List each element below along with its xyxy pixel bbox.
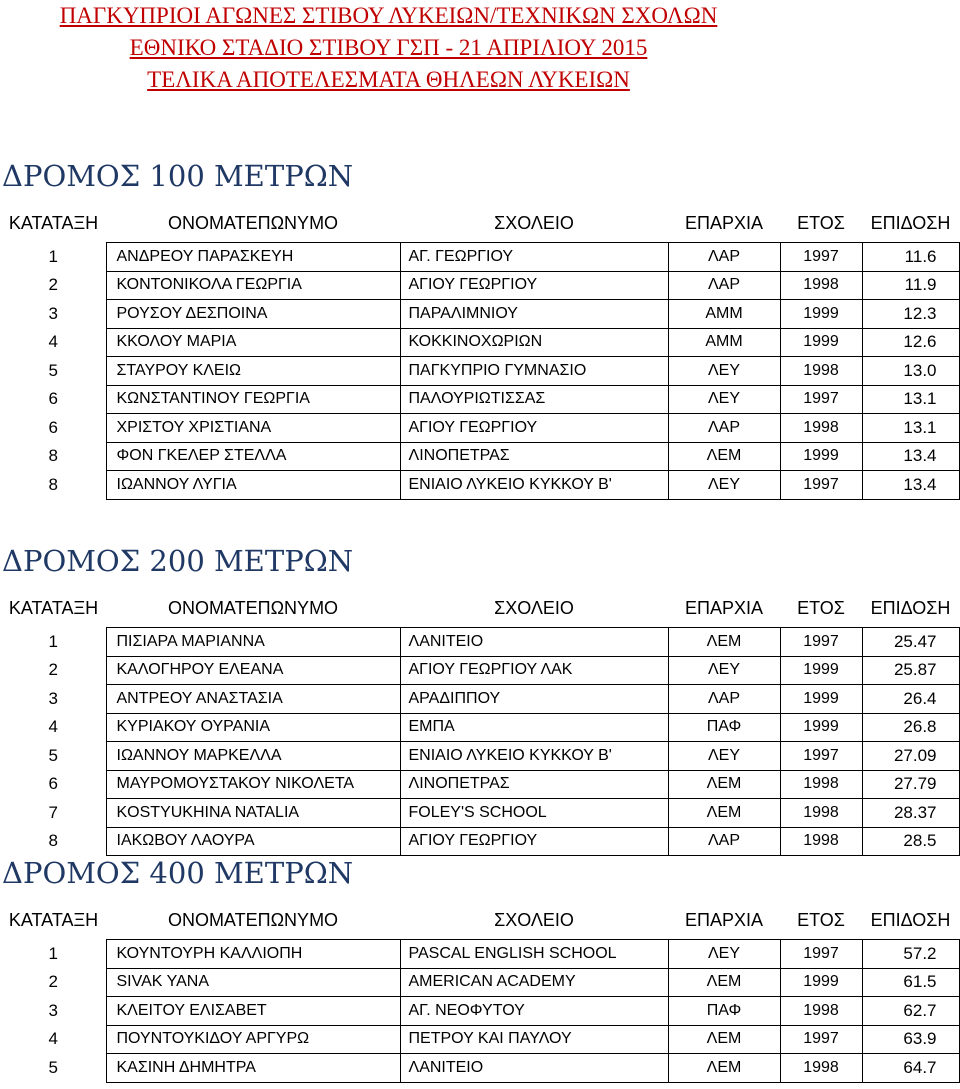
column-header-school: ΣΧΟΛΕΙΟ [494,212,574,233]
cell-rank: 1 [48,631,58,651]
column-header-performance: ΕΠΙΔΟΣΗ [870,212,951,233]
cell-year: 1998 [780,997,862,1026]
cell-name: ΦΟΝ ΓΚΕΛΕΡ ΣΤΕΛΛΑ [106,442,400,471]
cell-rank: 5 [48,360,58,380]
table-row [1,656,959,685]
column-header-rank: ΚΑΤΑΤΑΞΗ [8,909,99,930]
column-header-district: ΕΠΑΡΧΙΑ [684,212,764,233]
table-row [1,300,959,329]
cell-district: ΛΑΡ [668,271,780,300]
cell-district: ΛΑΡ [668,243,780,272]
column-header-rank: ΚΑΤΑΤΑΞΗ [8,597,99,618]
cell-rank: 2 [48,275,58,295]
cell-year: 1999 [780,968,862,997]
cell-district: ΛΑΡ [668,414,780,443]
table-header [1,589,959,628]
column-header-name: ΟΝΟΜΑΤΕΠΩΝΥΜΟ [167,212,339,233]
cell-year: 1998 [780,414,862,443]
cell-performance: 13.0 [862,357,959,386]
cell-year: 1997 [780,940,862,969]
cell-rank: 1 [48,943,58,963]
cell-year: 1998 [780,799,862,828]
cell-rank: 6 [48,389,58,409]
table-row [1,770,959,799]
table-row [1,271,959,300]
table-row [1,968,959,997]
cell-school: ΠΕΤΡΟΥ ΚΑΙ ΠΑΥΛΟΥ [400,1025,668,1054]
cell-district: ΛΕΥ [668,940,780,969]
cell-district: ΛΕΜ [668,442,780,471]
cell-rank: 3 [48,303,58,323]
cell-performance: 13.1 [862,385,959,414]
table-header [1,901,959,940]
section-title: ΔΡΟΜΟΣ 100 ΜΕΤΡΩΝ [2,159,354,193]
cell-school: AMERICAN ACADEMY [400,968,668,997]
table-row [1,471,959,500]
cell-name: ΚΩΝΣΤΑΝΤΙΝΟΥ ΓΕΩΡΓΙΑ [106,385,400,414]
cell-performance: 63.9 [862,1025,959,1054]
cell-school: ΑΡΑΔΙΠΠΟΥ [400,685,668,714]
cell-rank: 2 [48,660,58,680]
cell-name: ΚΑΛΟΓΗΡΟΥ ΕΛΕΑΝΑ [106,656,400,685]
cell-school: ΑΓΙΟΥ ΓΕΩΡΓΙΟΥ [400,271,668,300]
table-row [1,357,959,386]
cell-school: ΠΑΓΚΥΠΡΙΟ ΓΥΜΝΑΣΙΟ [400,357,668,386]
cell-year: 1997 [780,1025,862,1054]
cell-name: ΙΑΚΩΒΟΥ ΛΑΟΥΡΑ [106,827,400,856]
cell-school: ΑΓΙΟΥ ΓΕΩΡΓΙΟΥ ΛΑΚ [400,656,668,685]
cell-rank: 6 [48,774,58,794]
cell-district: ΛΕΥ [668,385,780,414]
cell-school: ΕΝΙΑΙΟ ΛΥΚΕΙΟ ΚΥΚΚΟΥ Β' [400,742,668,771]
cell-year: 1998 [780,357,862,386]
cell-school: ΛΙΝΟΠΕΤΡΑΣ [400,442,668,471]
cell-performance: 61.5 [862,968,959,997]
table-body [1,940,959,1083]
cell-rank: 5 [48,1057,58,1077]
cell-district: ΛΕΜ [668,628,780,657]
results-table [1,901,960,1083]
cell-performance: 11.9 [862,271,959,300]
results-table [1,589,960,856]
cell-school: ΠΑΡΑΛΙΜΝΙΟΥ [400,300,668,329]
cell-year: 1997 [780,628,862,657]
cell-performance: 57.2 [862,940,959,969]
cell-rank: 3 [48,1000,58,1020]
cell-name: ΣΤΑΥΡΟΥ ΚΛΕΙΩ [106,357,400,386]
cell-district: ΠΑΦ [668,997,780,1026]
cell-performance: 62.7 [862,997,959,1026]
cell-year: 1997 [780,243,862,272]
cell-name: ΙΩΑΝΝΟΥ ΛΥΓΙΑ [106,471,400,500]
cell-district: ΛΑΡ [668,827,780,856]
cell-year: 1999 [780,328,862,357]
cell-performance: 27.79 [862,770,959,799]
cell-district: ΛΕΥ [668,742,780,771]
cell-rank: 5 [48,745,58,765]
cell-name: ΚΚΟΛΟΥ ΜΑΡΙΑ [106,328,400,357]
cell-district: ΑΜΜ [668,328,780,357]
table-row [1,827,959,856]
cell-district: ΛΕΜ [668,799,780,828]
cell-district: ΛΕΜ [668,1025,780,1054]
cell-year: 1997 [780,742,862,771]
table-row [1,742,959,771]
table-row [1,243,959,272]
column-header-district: ΕΠΑΡΧΙΑ [684,597,764,618]
column-header-year: ΕΤΟΣ [797,909,845,930]
table-row [1,1025,959,1054]
cell-performance: 12.6 [862,328,959,357]
cell-school: ΕΝΙΑΙΟ ΛΥΚΕΙΟ ΚΥΚΚΟΥ Β' [400,471,668,500]
cell-year: 1999 [780,656,862,685]
cell-year: 1998 [780,271,862,300]
table-row [1,799,959,828]
header-line-2: ΕΘΝΙΚΟ ΣΤΑΔΙΟ ΣΤΙΒΟΥ ΓΣΠ - 21 ΑΠΡΙΛΙΟΥ 2015 [129,35,648,60]
cell-year: 1999 [780,713,862,742]
table-body [1,243,959,500]
header-row [1,589,959,628]
cell-district: ΛΕΜ [668,770,780,799]
table-row [1,628,959,657]
cell-rank: 2 [48,972,58,992]
cell-year: 1999 [780,300,862,329]
table-row [1,940,959,969]
cell-name: ΚΟΝΤΟΝΙΚΟΛΑ ΓΕΩΡΓΙΑ [106,271,400,300]
cell-school: ΑΓ. ΓΕΩΡΓΙΟΥ [400,243,668,272]
table-row [1,385,959,414]
column-header-name: ΟΝΟΜΑΤΕΠΩΝΥΜΟ [167,597,339,618]
cell-rank: 3 [48,688,58,708]
results-section [0,158,960,500]
cell-school: ΠΑΛΟΥΡΙΩΤΙΣΣΑΣ [400,385,668,414]
cell-name: ΜΑΥΡΟΜΟΥΣΤΑΚΟΥ ΝΙΚΟΛΕΤΑ [106,770,400,799]
cell-district: ΛΑΡ [668,685,780,714]
cell-performance: 25.47 [862,628,959,657]
cell-performance: 13.1 [862,414,959,443]
results-table [1,204,960,500]
cell-name: ΑΝΤΡΕΟΥ ΑΝΑΣΤΑΣΙΑ [106,685,400,714]
table-row [1,685,959,714]
results-section [0,855,960,1083]
cell-performance: 11.6 [862,243,959,272]
cell-year: 1998 [780,1054,862,1083]
cell-name: ΙΩΑΝΝΟΥ ΜΑΡΚΕΛΛΑ [106,742,400,771]
cell-name: ΧΡΙΣΤΟΥ ΧΡΙΣΤΙΑΝΑ [106,414,400,443]
cell-name: SIVAK YANA [106,968,400,997]
column-header-school: ΣΧΟΛΕΙΟ [494,909,574,930]
cell-district: ΛΕΥ [668,357,780,386]
table-header [1,204,959,243]
cell-district: ΛΕΥ [668,656,780,685]
table-row [1,414,959,443]
cell-rank: 6 [48,417,58,437]
cell-performance: 28.37 [862,799,959,828]
cell-rank: 4 [48,1029,58,1049]
header-line-3: ΤΕΛΙΚΑ ΑΠΟΤΕΛΕΣΜΑΤΑ ΘΗΛΕΩΝ ΛΥΚΕΙΩΝ [147,67,630,92]
cell-district: ΛΕΜ [668,1054,780,1083]
cell-performance: 27.09 [862,742,959,771]
cell-performance: 28.5 [862,827,959,856]
table-row [1,328,959,357]
header-line-1: ΠΑΓΚΥΠΡΙΟΙ ΑΓΩΝΕΣ ΣΤΙΒΟΥ ΛΥΚΕΙΩΝ/ΤΕΧΝΙΚΩΝ ΣΧΟΛΩΝ [59,3,718,28]
cell-school: ΑΓΙΟΥ ΓΕΩΡΓΙΟΥ [400,827,668,856]
cell-year: 1997 [780,385,862,414]
cell-year: 1999 [780,442,862,471]
column-header-performance: ΕΠΙΔΟΣΗ [870,597,951,618]
cell-school: ΛΑΝΙΤΕΙΟ [400,1054,668,1083]
section-title: ΔΡΟΜΟΣ 400 ΜΕΤΡΩΝ [2,856,354,890]
cell-school: ΛΑΝΙΤΕΙΟ [400,628,668,657]
cell-school: ΑΓ. ΝΕΟΦΥΤΟΥ [400,997,668,1026]
cell-school: ΚΟΚΚΙΝΟΧΩΡΙΩΝ [400,328,668,357]
section-title: ΔΡΟΜΟΣ 200 ΜΕΤΡΩΝ [2,544,354,578]
column-header-district: ΕΠΑΡΧΙΑ [684,909,764,930]
column-header-year: ΕΤΟΣ [797,212,845,233]
cell-name: ΡΟΥΣΟΥ ΔΕΣΠΟΙΝΑ [106,300,400,329]
cell-performance: 26.8 [862,713,959,742]
cell-year: 1999 [780,685,862,714]
cell-performance: 64.7 [862,1054,959,1083]
table-row [1,997,959,1026]
cell-performance: 12.3 [862,300,959,329]
cell-name: ΠΙΣΙΑΡΑ ΜΑΡΙΑΝΝΑ [106,628,400,657]
cell-performance: 13.4 [862,471,959,500]
table-row [1,1054,959,1083]
column-header-school: ΣΧΟΛΕΙΟ [494,597,574,618]
cell-performance: 26.4 [862,685,959,714]
cell-school: ΛΙΝΟΠΕΤΡΑΣ [400,770,668,799]
results-section [0,543,960,856]
table-body [1,628,959,856]
cell-name: ΠΟΥΝΤΟΥΚΙΔΟΥ ΑΡΓΥΡΩ [106,1025,400,1054]
cell-rank: 8 [48,474,58,494]
header-row [1,901,959,940]
column-header-performance: ΕΠΙΔΟΣΗ [870,909,951,930]
cell-school: ΑΓΙΟΥ ΓΕΩΡΓΙΟΥ [400,414,668,443]
cell-rank: 4 [48,332,58,352]
cell-school: PASCAL ENGLISH SCHOOL [400,940,668,969]
cell-year: 1998 [780,770,862,799]
table-row [1,442,959,471]
cell-name: ΚΥΡΙΑΚΟΥ ΟΥΡΑΝΙΑ [106,713,400,742]
cell-name: ΚΛΕΙΤΟΥ ΕΛΙΣΑΒΕΤ [106,997,400,1026]
cell-name: KOSTYUKHINA NATALIA [106,799,400,828]
document-header [0,0,777,96]
cell-school: FOLEY'S SCHOOL [400,799,668,828]
cell-name: ΚΟΥΝΤΟΥΡΗ ΚΑΛΛΙΟΠΗ [106,940,400,969]
cell-district: ΛΕΜ [668,968,780,997]
column-header-year: ΕΤΟΣ [797,597,845,618]
header-row [1,204,959,243]
column-header-rank: ΚΑΤΑΤΑΞΗ [8,212,99,233]
cell-rank: 8 [48,831,58,851]
cell-rank: 8 [48,446,58,466]
cell-rank: 7 [48,802,58,822]
cell-district: ΠΑΦ [668,713,780,742]
cell-year: 1998 [780,827,862,856]
cell-performance: 13.4 [862,442,959,471]
cell-rank: 4 [48,717,58,737]
cell-district: ΛΕΥ [668,471,780,500]
table-row [1,713,959,742]
cell-performance: 25.87 [862,656,959,685]
cell-district: ΑΜΜ [668,300,780,329]
cell-year: 1997 [780,471,862,500]
cell-name: ΑΝΔΡΕΟΥ ΠΑΡΑΣΚΕΥΗ [106,243,400,272]
cell-name: ΚΑΣΙΝΗ ΔΗΜΗΤΡΑ [106,1054,400,1083]
cell-rank: 1 [48,246,58,266]
cell-school: ΕΜΠΑ [400,713,668,742]
column-header-name: ΟΝΟΜΑΤΕΠΩΝΥΜΟ [167,909,339,930]
